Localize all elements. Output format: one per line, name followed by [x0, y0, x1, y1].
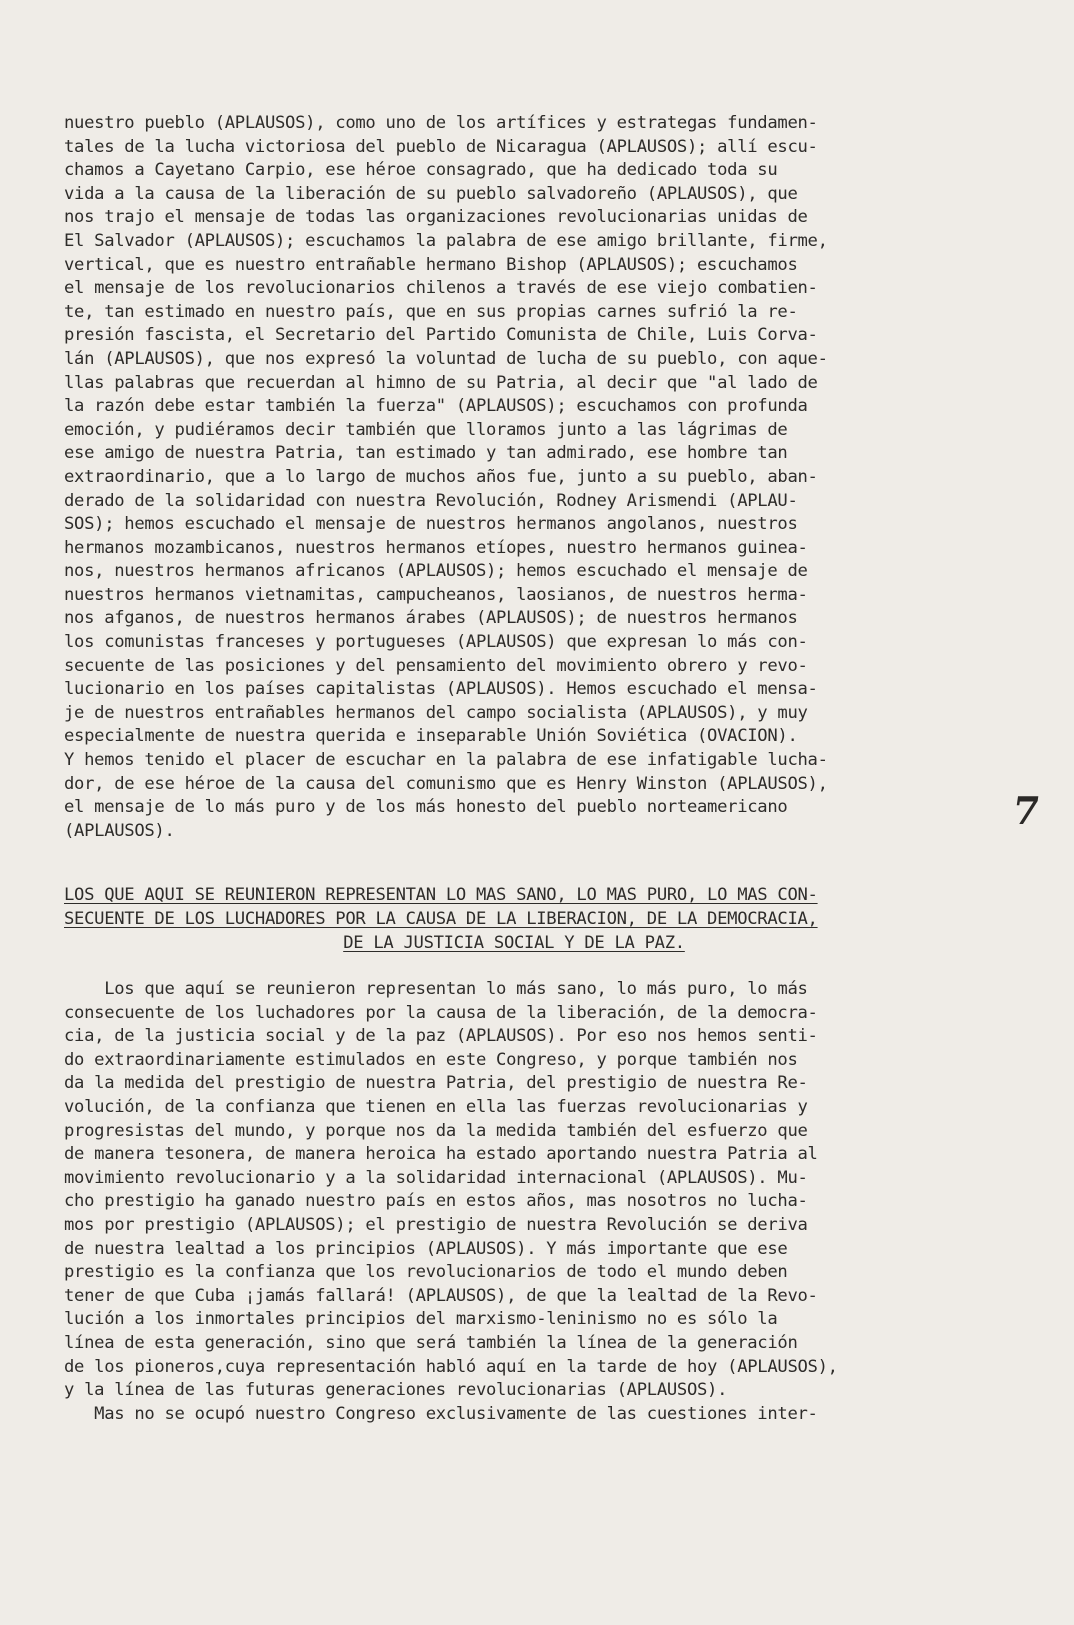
text-line: secuente de las posiciones y del pensamiento del movimiento obrero y revo- — [64, 655, 808, 676]
heading-line: DE LA JUSTICIA SOCIAL Y DE LA PAZ. — [343, 933, 685, 953]
text-line: te, tan estimado en nuestro país, que en sus propias carnes sufrió la re- — [64, 301, 798, 322]
text-line: consecuente de los luchadores por la causa de la liberación, de la democra- — [64, 1002, 818, 1023]
text-line: (APLAUSOS). — [64, 820, 175, 841]
text-line: el mensaje de los revolucionarios chilenos a través de ese viejo combatien- — [64, 278, 818, 299]
text-line: Los que aquí se reunieron representan lo más sano, lo más puro, lo más — [64, 979, 808, 999]
text-line: nos, nuestros hermanos africanos (APLAUSOS); hemos escuchado el mensaje de — [64, 561, 808, 582]
text-line: especialmente de nuestra querida e inseparable Unión Soviética (OVACION). — [64, 726, 798, 747]
text-line: nos afganos, de nuestros hermanos árabes (APLAUSOS); de nuestros hermanos — [64, 608, 798, 629]
text-line: extraordinario, que a lo largo de muchos años fue, junto a su pueblo, aban- — [64, 466, 818, 487]
text-line: emoción, y pudiéramos decir también que lloramos junto a las lágrimas de — [64, 419, 788, 440]
text-line: da la medida del prestigio de nuestra Patria, del prestigio de nuestra Re- — [64, 1073, 808, 1094]
text-line: je de nuestros entrañables hermanos del campo socialista (APLAUSOS), y muy — [64, 702, 808, 723]
text-line: vertical, que es nuestro entrañable hermano Bishop (APLAUSOS); escuchamos — [64, 254, 798, 275]
text-line: vida a la causa de la liberación de su pueblo salvadoreño (APLAUSOS), que — [64, 183, 798, 204]
text-line: ese amigo de nuestra Patria, tan estimado y tan admirado, ese hombre tan — [64, 443, 788, 464]
heading-line: SECUENTE DE LOS LUCHADORES POR LA CAUSA DE LA LIBERACION, DE LA DEMOCRACIA, — [64, 909, 818, 929]
body-paragraph-1 — [64, 112, 994, 843]
text-line: de nuestra lealtad a los principios (APLAUSOS). Y más importante que ese — [64, 1238, 788, 1259]
page-number: 7 — [1009, 788, 1043, 833]
text-line: y la línea de las futuras generaciones revolucionarias (APLAUSOS). — [64, 1380, 728, 1401]
text-line: Y hemos tenido el placer de escuchar en la palabra de ese infatigable lucha- — [64, 750, 828, 771]
text-line: de manera tesonera, de manera heroica ha estado aportando nuestra Patria al — [64, 1144, 818, 1165]
text-line: cho prestigio ha ganado nuestro país en estos años, mas nosotros no lucha- — [64, 1191, 808, 1212]
text-line: Mas no se ocupó nuestro Congreso exclusivamente de las cuestiones inter- — [64, 1403, 818, 1424]
text-line: tener de que Cuba ¡jamás fallará! (APLAUSOS), de que la lealtad de la Revo- — [64, 1285, 818, 1306]
text-line: progresistas del mundo, y porque nos da la medida también del esfuerzo que — [64, 1120, 808, 1141]
text-line: chamos a Cayetano Carpio, ese héroe consagrado, que ha dedicado toda su — [64, 160, 778, 181]
text-line: mos por prestigio (APLAUSOS); el prestigio de nuestra Revolución se deriva — [64, 1214, 808, 1235]
text-line: SOS); hemos escuchado el mensaje de nuestros hermanos angolanos, nuestros — [64, 514, 798, 535]
text-line: nuestro pueblo (APLAUSOS), como uno de los artífices y estrategas fundamen- — [64, 113, 818, 133]
text-line: cia, de la justicia social y de la paz (APLAUSOS). Por eso nos hemos senti- — [64, 1026, 818, 1047]
text-line: de los pioneros,cuya representación habló aquí en la tarde de hoy (APLAUSOS), — [64, 1356, 838, 1377]
heading-line: LOS QUE AQUI SE REUNIERON REPRESENTAN LO MAS SANO, LO MAS PURO, LO MAS CON- — [64, 885, 818, 905]
text-line: línea de esta generación, sino que será también la línea de la generación — [64, 1332, 798, 1353]
text-line: do extraordinariamente estimulados en este Congreso, y porque también nos — [64, 1049, 798, 1070]
text-line: hermanos mozambicanos, nuestros hermanos etíopes, nuestro hermanos guinea- — [64, 537, 808, 558]
text-line: los comunistas franceses y portugueses (APLAUSOS) que expresan lo más con- — [64, 632, 808, 653]
text-line: lán (APLAUSOS), que nos expresó la voluntad de lucha de su pueblo, con aque- — [64, 348, 828, 369]
text-line: lucionario en los países capitalistas (APLAUSOS). Hemos escuchado el mensa- — [64, 679, 818, 700]
text-line: llas palabras que recuerdan al himno de su Patria, al decir que "al lado de — [64, 372, 818, 393]
text-line: nos trajo el mensaje de todas las organizaciones revolucionarias unidas de — [64, 207, 808, 228]
text-line: movimiento revolucionario y a la solidaridad internacional (APLAUSOS). Mu- — [64, 1167, 808, 1188]
text-line: prestigio es la confianza que los revolucionarios de todo el mundo deben — [64, 1262, 788, 1283]
text-line: lución a los inmortales principios del marxismo-leninismo no es sólo la — [64, 1309, 778, 1330]
text-line: El Salvador (APLAUSOS); escuchamos la palabra de ese amigo brillante, firme, — [64, 230, 828, 251]
text-line: tales de la lucha victoriosa del pueblo de Nicaragua (APLAUSOS); allí escu- — [64, 136, 818, 157]
text-line: la razón debe estar también la fuerza" (APLAUSOS); escuchamos con profunda — [64, 396, 808, 417]
body-paragraph-2 — [64, 978, 994, 1426]
text-line: el mensaje de lo más puro y de los más honesto del pueblo norteamericano — [64, 797, 788, 818]
text-line: derado de la solidaridad con nuestra Revolución, Rodney Arismendi (APLAU- — [64, 490, 798, 511]
text-line: dor, de ese héroe de la causa del comunismo que es Henry Winston (APLAUSOS), — [64, 773, 828, 794]
text-line: volución, de la confianza que tienen en ella las fuerzas revolucionarias y — [64, 1096, 808, 1117]
section-heading — [64, 883, 964, 955]
text-line: presión fascista, el Secretario del Partido Comunista de Chile, Luis Corva- — [64, 325, 818, 346]
text-line: nuestros hermanos vietnamitas, campucheanos, laosianos, de nuestros herma- — [64, 584, 808, 605]
